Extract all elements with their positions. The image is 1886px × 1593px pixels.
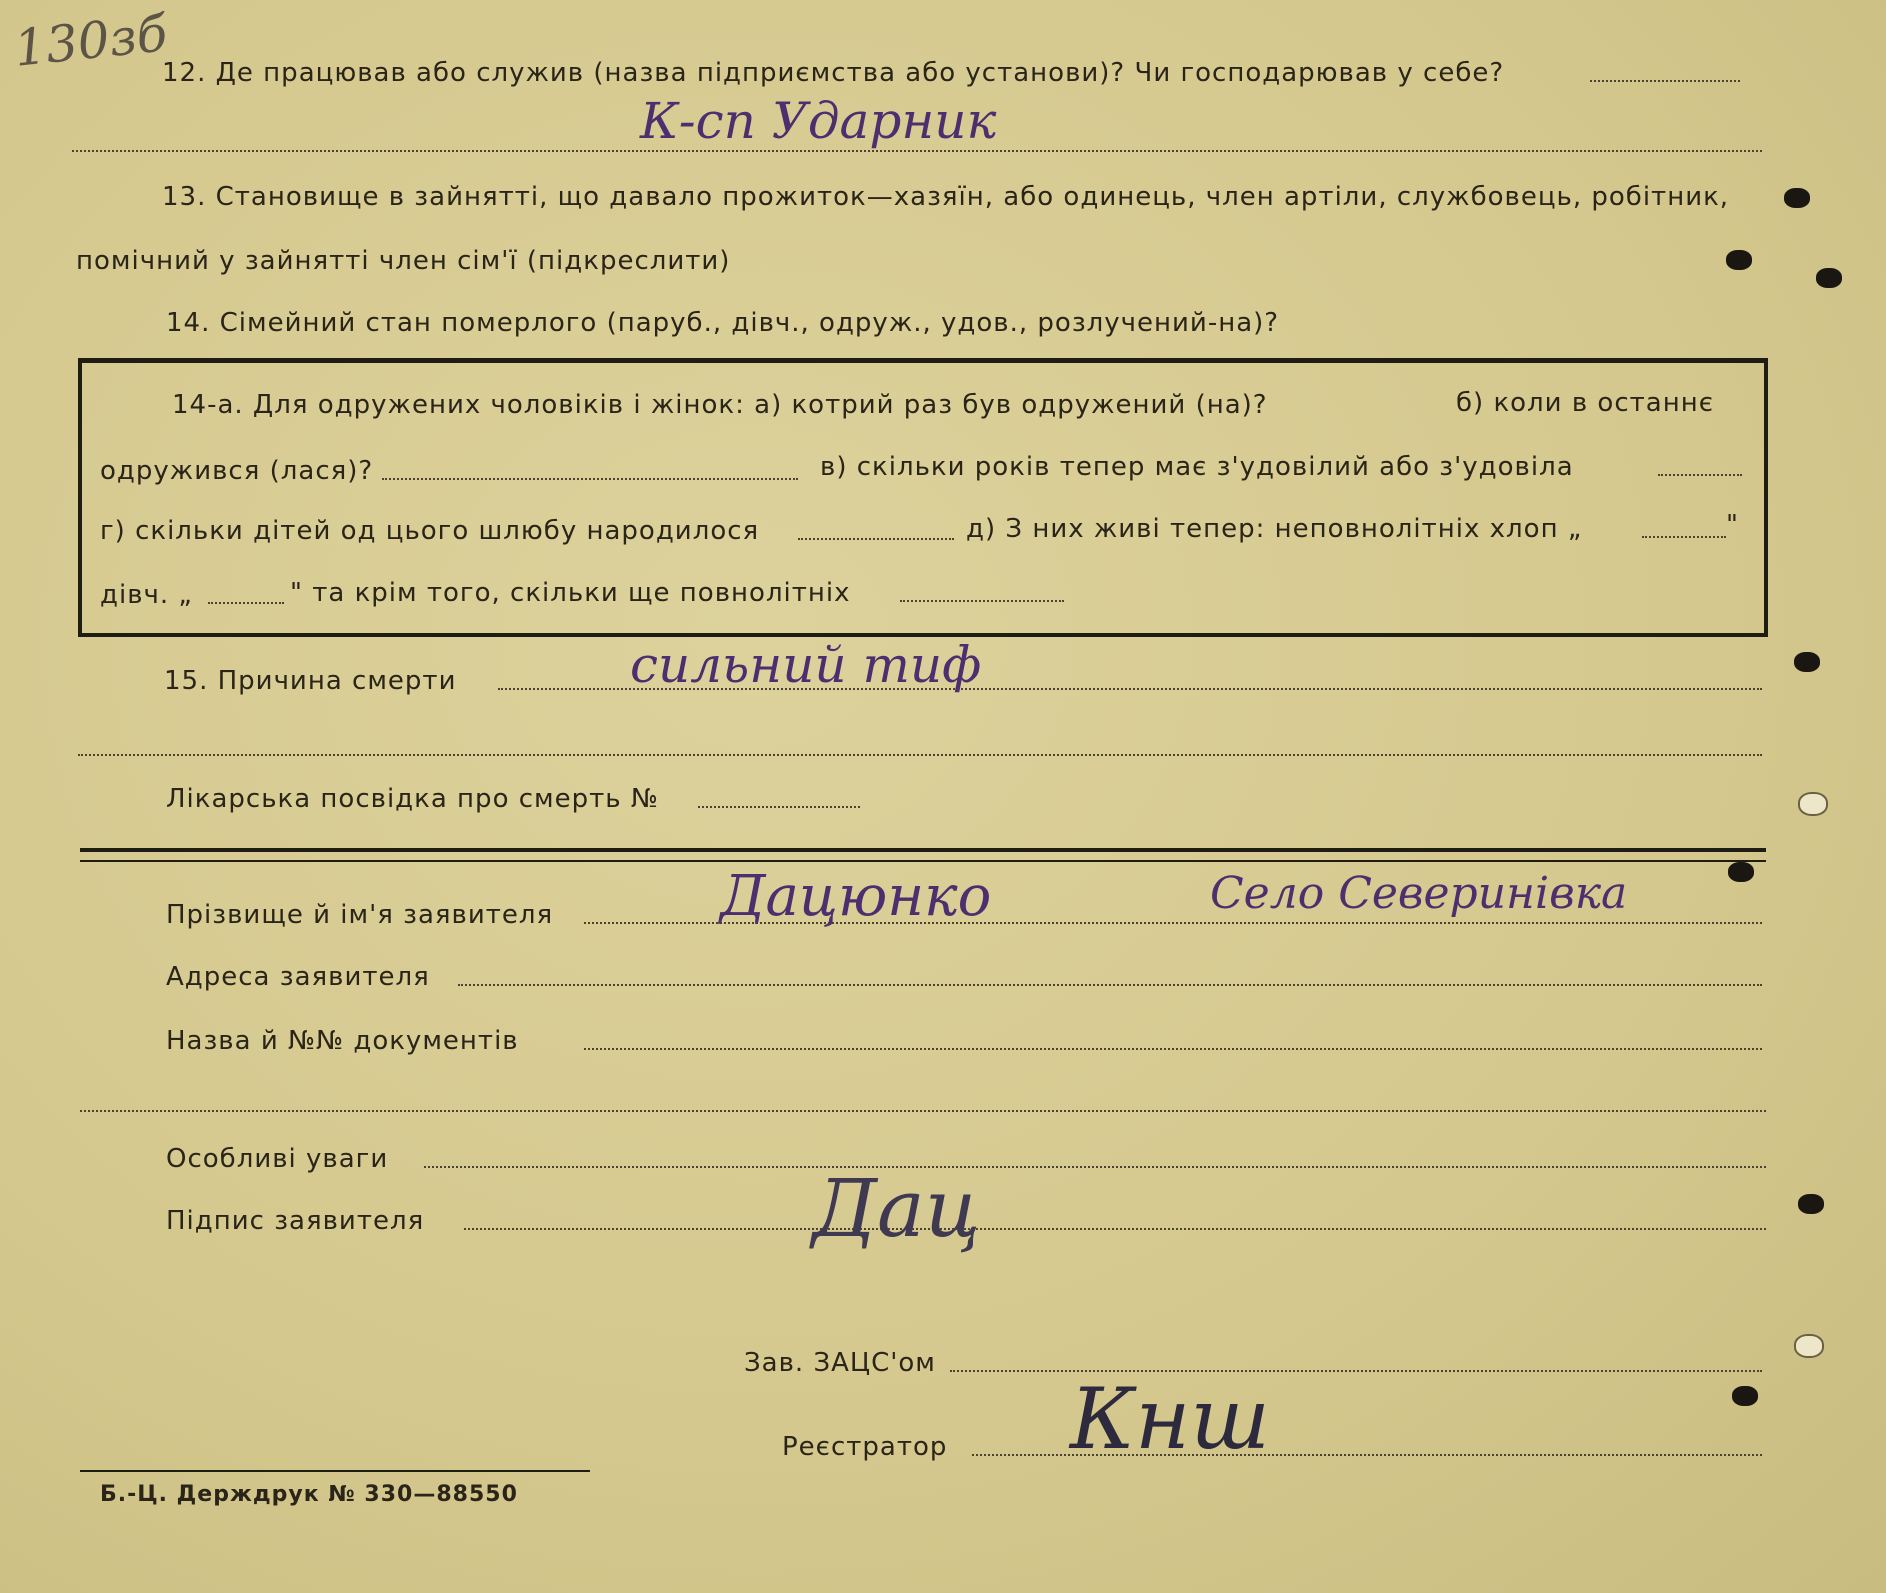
binding-hole [1726, 250, 1752, 270]
binding-hole [1732, 1386, 1758, 1406]
q12-label: 12. Де працював або служив (назва підприємства або установи)? Чи господарював у себе? [162, 58, 1505, 88]
q14a-line3-blank-2 [1642, 536, 1726, 538]
q14a-line3-blank [798, 538, 954, 540]
q14a-line4-blank-2 [900, 600, 1064, 602]
medical-label: Лікарська посвідка про смерть № [166, 784, 659, 814]
q14-label: 14. Сімейний стан померлого (паруб., дівч., одруж., удов., розлучений-на)? [166, 308, 1280, 338]
binding-hole [1728, 862, 1754, 882]
q14a-line1-a: 14-а. Для одружених чоловіків і жінок: а) котрий раз був одружений (на)? [172, 390, 1268, 420]
applicant-name-value: Дацюнко [720, 864, 992, 929]
q12-answer-line-2 [72, 150, 1762, 152]
applicant-signature: Дац [812, 1162, 981, 1255]
binding-hole [1816, 268, 1842, 288]
q14a-line2-blank [382, 478, 798, 480]
medical-number-line [698, 806, 860, 808]
registrar-signature: Кнш [1070, 1370, 1270, 1468]
q13-label-line1: 13. Становище в зайнятті, що давало прожиток—хазяїн, або одинець, член артіли, службовець, робітник, [162, 182, 1730, 212]
applicant-signature-label: Підпис заявителя [166, 1206, 425, 1236]
q12-answer-line [1590, 80, 1740, 82]
applicant-signature-line [464, 1228, 1766, 1230]
q15-answer: сильний тиф [630, 636, 982, 694]
binding-hole [1794, 652, 1820, 672]
binding-hole [1798, 1194, 1824, 1214]
zags-head-label: Зав. ЗАЦС'ом [744, 1348, 936, 1378]
q14a-line4-a: дівч. „ [100, 580, 193, 610]
q14a-line2-blank-2 [1658, 474, 1742, 476]
archive-number: 130зб [11, 4, 170, 78]
registrar-label: Реєстратор [782, 1432, 948, 1462]
documents-label: Назва й №№ документів [166, 1026, 519, 1056]
applicant-place-value: Село Северинівка [1210, 868, 1628, 919]
q14a-line3-c: " [1726, 510, 1739, 540]
notes-label: Особливі уваги [166, 1144, 389, 1174]
applicant-address-line [458, 984, 1762, 986]
documents-line [584, 1048, 1762, 1050]
q14a-line3-a: г) скільки дітей од цього шлюбу народилося [100, 516, 760, 546]
applicant-name-label: Прізвище й ім'я заявителя [166, 900, 554, 930]
documents-line-2 [80, 1110, 1766, 1112]
footer-rule [80, 1470, 590, 1472]
section-divider [80, 848, 1766, 852]
q14a-line1-b: б) коли в останнє [1456, 388, 1714, 418]
binding-hole [1798, 792, 1828, 816]
q14a-line2-b: в) скільки років тепер має з'удовілий або з'удовіла [820, 452, 1574, 482]
q15-label: 15. Причина смерти [164, 666, 457, 696]
q14a-line3-b: д) З них живі тепер: неповнолітніх хлоп „ [966, 514, 1583, 544]
q12-answer: К-сп Ударник [640, 92, 997, 150]
section-divider-thin [80, 860, 1766, 862]
q15-answer-line-2 [78, 754, 1762, 756]
binding-hole [1784, 188, 1810, 208]
q14a-line4-blank [208, 602, 284, 604]
binding-hole [1794, 1334, 1824, 1358]
printer-imprint: Б.-Ц. Держдрук № 330—88550 [100, 1482, 518, 1507]
q13-label-line2: помічний у зайнятті член сім'ї (підкреслити) [76, 246, 731, 276]
q14a-line2-a: одружився (лася)? [100, 456, 374, 486]
q14a-line4-b: " та крім того, скільки ще повнолітніх [290, 578, 851, 608]
applicant-address-label: Адреса заявителя [166, 962, 430, 992]
notes-line [424, 1166, 1766, 1168]
